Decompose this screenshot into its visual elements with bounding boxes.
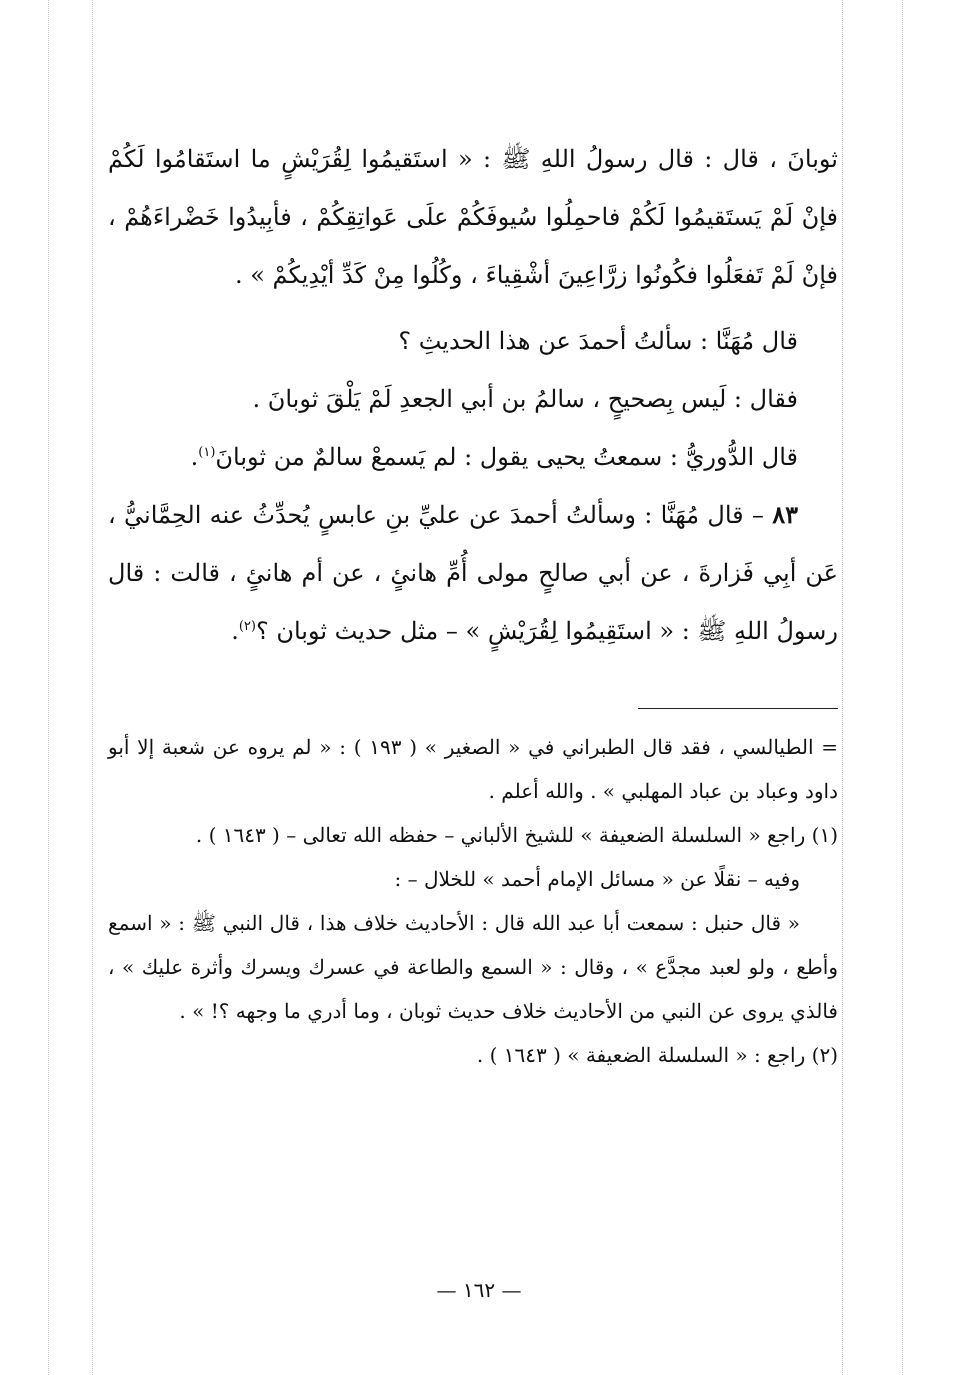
entry-83-text: – قال مُهَنَّا : وسألتُ أحمدَ عن عليِّ بنِ عابسٍ يُحدِّثُ عنه الحِمَّانيُّ ، عَن أبِي فَزارةَ ، عن أبي صالحٍ مولى أُمِّ هانئٍ ، عن أم هانئٍ ، قالت : قال رسولُ اللهِ ﷺ : « استَقِيمُوا لِقُرَيْشٍ » – مثل حديث ثوبان ؟	[108, 501, 838, 645]
footnote-continuation: = الطيالسي ، فقد قال الطبراني في « الصغير » ( ١٩٣ ) : « لم يروه عن شعبة إلا أبو داود وعباد بن عباد المهلبي » . والله أعلم .	[108, 735, 838, 803]
footnote-ref-2: (٢)	[238, 619, 256, 634]
paragraph-83	[108, 486, 838, 660]
footnote-1-quote: « قال حنبل : سمعت أبا عبد الله قال : الأحاديث خلاف هذا ، قال النبي ﷺ : « اسمع وأطع ، ولو لعبد مجدَّع » ، وقال : « السمع والطاعة في عسرك ويسرك وأثرة عليك » ، فالذي يروى عن النبي من الأحاديث خلاف حديث ثوبان ، وما أدري ما وجهه ؟! » .	[108, 911, 838, 1023]
paragraph-muhanna-question: قال مُهَنَّا : سألتُ أحمدَ عن هذا الحديثِ ؟	[398, 327, 798, 355]
page-content	[108, 130, 838, 1077]
duri-text: قال الدُّوريُّ : سمعتُ يحيى يقول : لم يَسمعْ سالمٌ من ثوبانَ	[215, 443, 798, 471]
margin-guide-left-inner	[92, 0, 93, 1375]
footnote-1: (١) راجع « السلسلة الضعيفة » للشيخ الألباني – حفظه الله تعالى – ( ١٦٤٣ ) .	[195, 823, 838, 847]
paragraph-duri	[108, 428, 838, 486]
paragraph-ahmad-answer: فقال : لَيس بِصحيحٍ ، سالمُ بن أبي الجعدِ لَمْ يَلْقَ ثوبانَ .	[252, 385, 798, 413]
margin-guide-left-outer	[48, 0, 49, 1375]
page-number: — ١٦٢ —	[436, 1278, 522, 1302]
footnote-ref-1: (١)	[198, 445, 216, 460]
footnote-separator	[638, 708, 838, 709]
footnotes	[108, 725, 838, 1077]
margin-guide-right-outer	[902, 0, 903, 1375]
entry-number: ٨٣	[772, 500, 798, 529]
footnote-1-quote-intro: وفيه – نقلًا عن « مسائل الإمام أحمد » للخلال – :	[394, 867, 800, 891]
entry-83-end: .	[231, 617, 239, 645]
main-text	[108, 130, 838, 660]
paragraph-hadith-thawban: ثوبانَ ، قال : قال رسولُ اللهِ ﷺ : « استَقيمُوا لِقُرَيْشٍ ما استَقامُوا لَكُمْ فإنْ لَمْ يَستَقيمُوا لَكُمْ فاحمِلُوا سُيوفَكُمْ علَى عَواتِقِكُمْ ، فأبِيدُوا خَضْراءَهُمْ ، فإنْ لَمْ تَفعَلُوا فكُونُوا زرَّاعِينَ أشْقِياءَ ، وكُلُوا مِنْ كَدِّ أيْدِيكُمْ » .	[108, 145, 838, 289]
margin-guide-right-inner	[842, 0, 843, 1375]
duri-end: .	[190, 443, 199, 471]
footnote-2: (٢) راجع : « السلسلة الضعيفة » ( ١٦٤٣ ) .	[476, 1043, 838, 1067]
